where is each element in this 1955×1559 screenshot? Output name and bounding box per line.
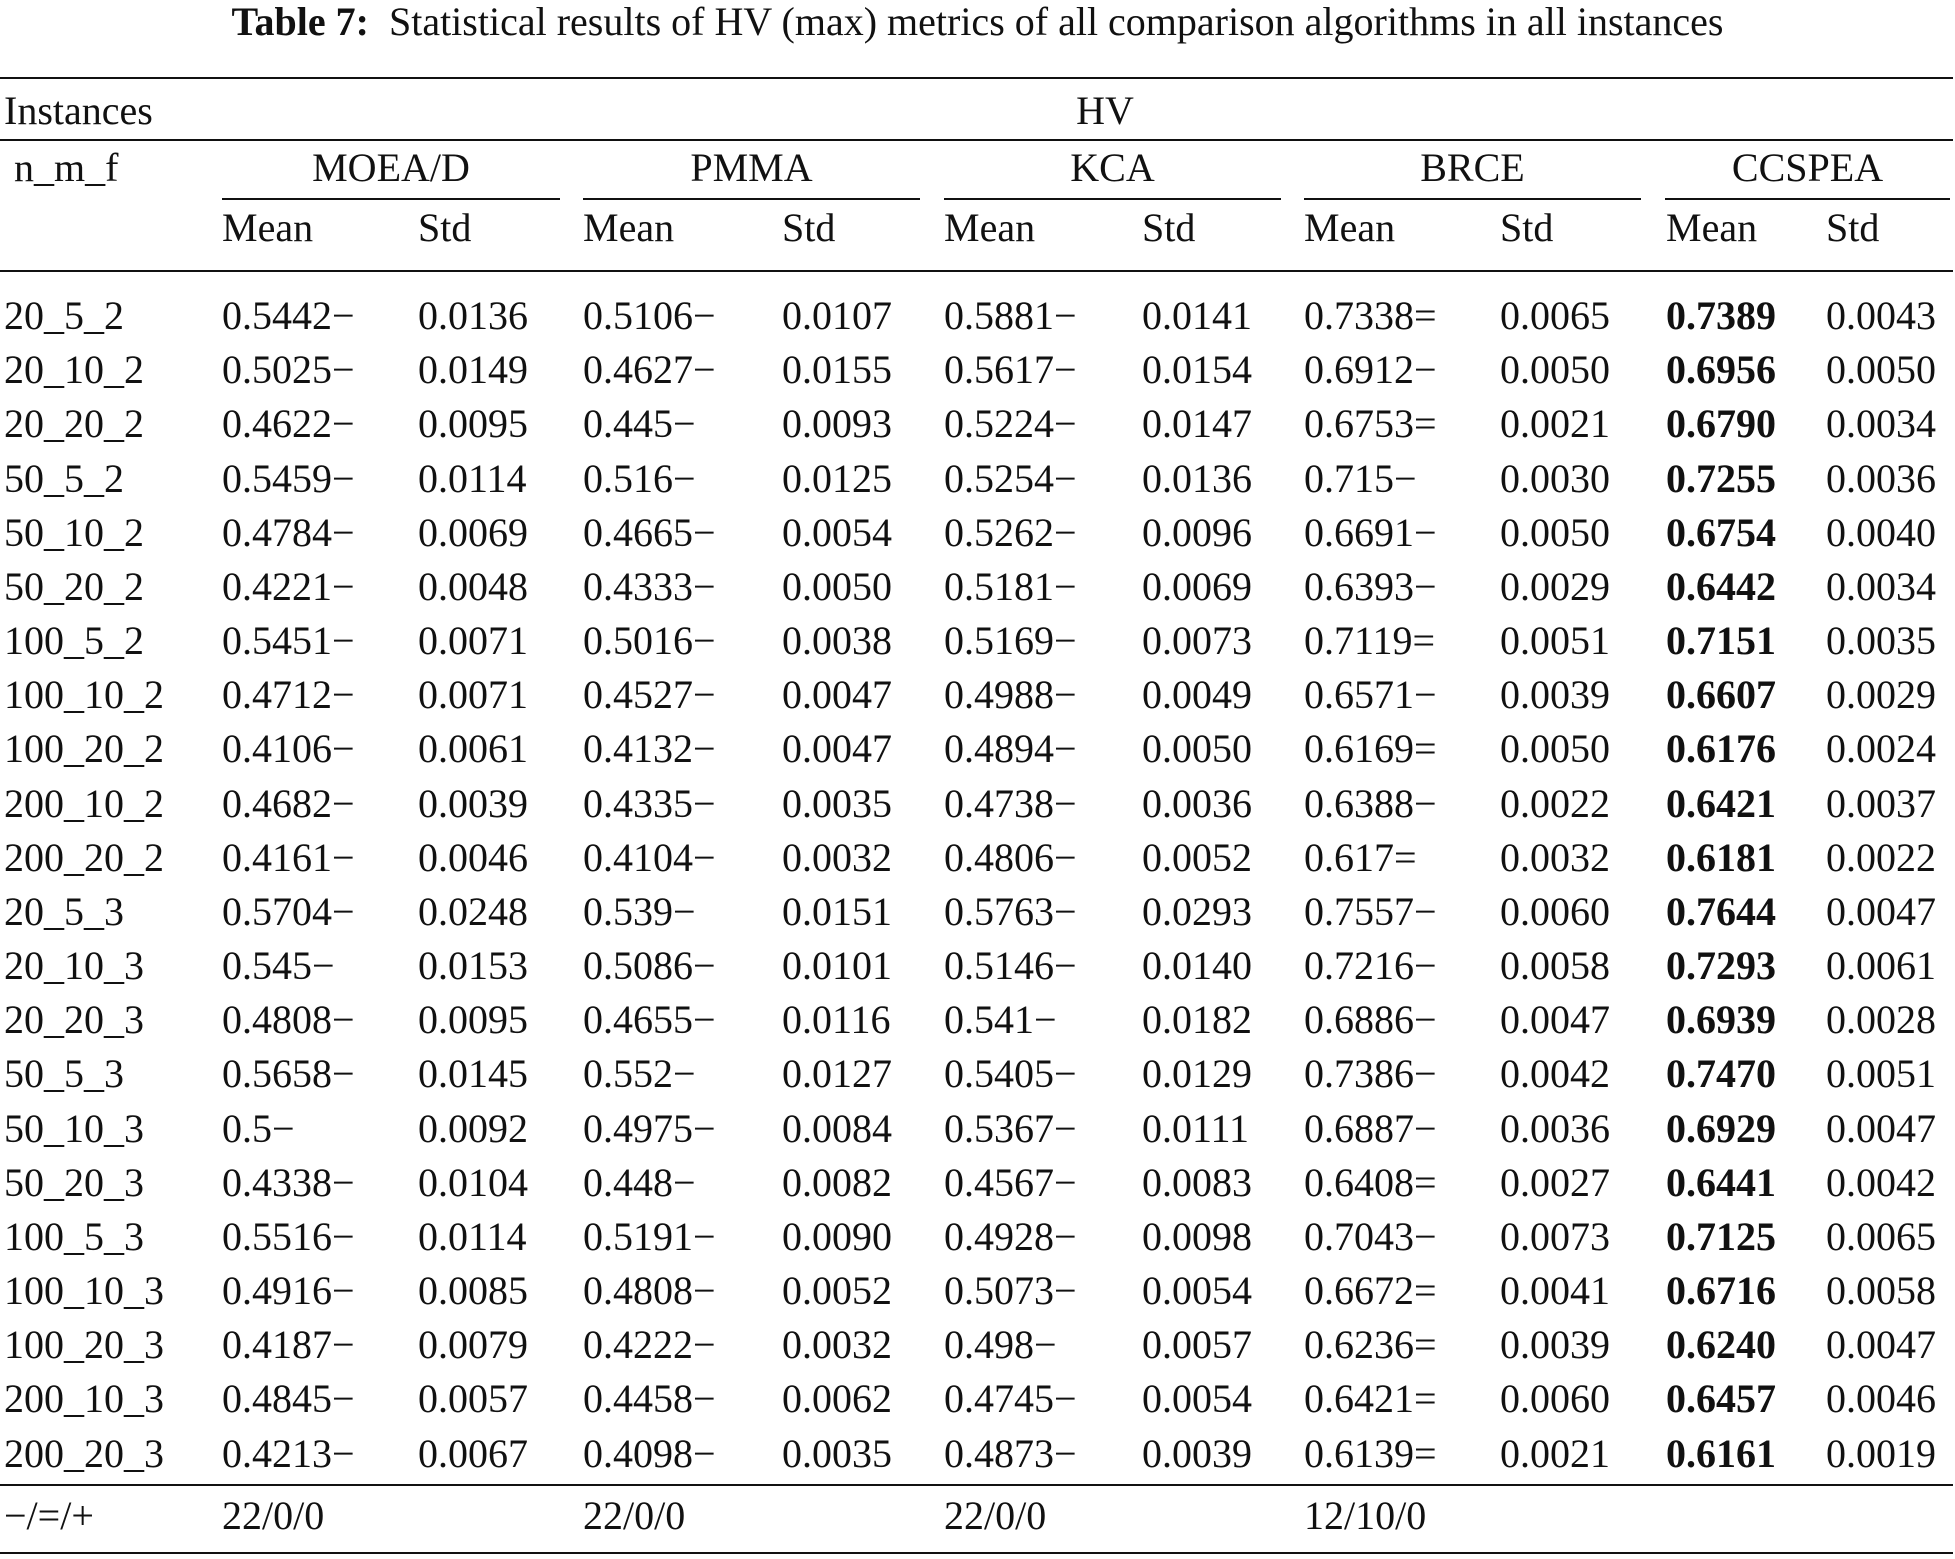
std-value: 0.0149 [418, 347, 528, 392]
mean-value: 0.4745− [944, 1376, 1077, 1421]
std-value: 0.0039 [418, 781, 528, 826]
std-value: 0.0054 [782, 510, 892, 555]
std-value: 0.0114 [418, 456, 527, 501]
mean-value: 0.545− [222, 943, 335, 988]
std-value: 0.0065 [1826, 1214, 1936, 1259]
mean-value: 0.552− [583, 1051, 696, 1096]
instance-name: 50_5_3 [4, 1051, 124, 1096]
mean-value: 0.5169− [944, 618, 1077, 663]
std-value: 0.0071 [418, 618, 528, 663]
std-value: 0.0034 [1826, 564, 1936, 609]
algorithm-header-ccspea: CCSPEA [1731, 145, 1884, 190]
std-value: 0.0098 [1142, 1214, 1252, 1259]
std-value: 0.0293 [1142, 889, 1252, 934]
mean-subheader: Mean [583, 205, 675, 250]
mean-value: 0.4338− [222, 1160, 355, 1205]
instance-name: 100_20_2 [4, 726, 164, 771]
top-rule [0, 77, 1953, 79]
std-value: 0.0050 [1500, 726, 1610, 771]
mean-value: 0.6139= [1304, 1431, 1437, 1476]
std-value: 0.0154 [1142, 347, 1252, 392]
std-value: 0.0029 [1826, 672, 1936, 717]
std-value: 0.0084 [782, 1106, 892, 1151]
std-value: 0.0039 [1500, 672, 1610, 717]
std-value: 0.0042 [1500, 1051, 1610, 1096]
instance-name: 50_20_2 [4, 564, 144, 609]
mean-value: 0.539− [583, 889, 696, 934]
instance-name: 20_5_2 [4, 293, 124, 338]
mean-value: 0.4213− [222, 1431, 355, 1476]
std-value: 0.0049 [1142, 672, 1252, 717]
algorithm-group-rule [1665, 198, 1950, 200]
mean-value: 0.4187− [222, 1322, 355, 1367]
std-value: 0.0090 [782, 1214, 892, 1259]
best-mean-value: 0.7389 [1666, 293, 1776, 338]
std-value: 0.0062 [782, 1376, 892, 1421]
mean-value: 0.4527− [583, 672, 716, 717]
std-value: 0.0141 [1142, 293, 1252, 338]
instance-name: 100_10_2 [4, 672, 164, 717]
mean-value: 0.5016− [583, 618, 716, 663]
mean-value: 0.7119= [1304, 618, 1436, 663]
mean-value: 0.448− [583, 1160, 696, 1205]
std-value: 0.0027 [1500, 1160, 1610, 1205]
std-value: 0.0104 [418, 1160, 528, 1205]
std-value: 0.0046 [1826, 1376, 1936, 1421]
mean-value: 0.5367− [944, 1106, 1077, 1151]
std-value: 0.0021 [1500, 1431, 1610, 1476]
summary-value: 22/0/0 [583, 1493, 686, 1538]
mean-subheader: Mean [222, 205, 314, 250]
mean-value: 0.4928− [944, 1214, 1077, 1259]
summary-label: −/=/+ [4, 1493, 94, 1538]
std-value: 0.0153 [418, 943, 528, 988]
best-mean-value: 0.6442 [1666, 564, 1776, 609]
mean-value: 0.5086− [583, 943, 716, 988]
std-value: 0.0036 [1500, 1106, 1610, 1151]
best-mean-value: 0.6790 [1666, 401, 1776, 446]
best-mean-value: 0.6607 [1666, 672, 1776, 717]
std-value: 0.0061 [1826, 943, 1936, 988]
mean-value: 0.4221− [222, 564, 355, 609]
std-value: 0.0021 [1500, 401, 1610, 446]
std-value: 0.0047 [782, 672, 892, 717]
instances-hv-rule [0, 139, 1953, 141]
instance-name: 20_20_3 [4, 997, 144, 1042]
best-mean-value: 0.7644 [1666, 889, 1776, 934]
std-value: 0.0042 [1826, 1160, 1936, 1205]
mean-value: 0.4845− [222, 1376, 355, 1421]
std-value: 0.0060 [1500, 889, 1610, 934]
mean-value: 0.6169= [1304, 726, 1437, 771]
std-value: 0.0051 [1500, 618, 1610, 663]
mean-value: 0.5146− [944, 943, 1077, 988]
bottom-rule [0, 1552, 1953, 1554]
mean-value: 0.6393− [1304, 564, 1437, 609]
mean-value: 0.445− [583, 401, 696, 446]
mean-value: 0.7557− [1304, 889, 1437, 934]
instance-name: 200_10_3 [4, 1376, 164, 1421]
mean-value: 0.4161− [222, 835, 355, 880]
mean-value: 0.4104− [583, 835, 716, 880]
instance-name: 20_5_3 [4, 889, 124, 934]
std-value: 0.0095 [418, 997, 528, 1042]
mean-value: 0.4333− [583, 564, 716, 609]
algorithm-group-rule [944, 198, 1281, 200]
std-subheader: Std [782, 205, 836, 250]
std-value: 0.0051 [1826, 1051, 1936, 1096]
std-value: 0.0047 [1500, 997, 1610, 1042]
mean-value: 0.6912− [1304, 347, 1437, 392]
std-value: 0.0036 [1142, 781, 1252, 826]
best-mean-value: 0.6716 [1666, 1268, 1776, 1313]
mean-value: 0.4627− [583, 347, 716, 392]
std-value: 0.0057 [1142, 1322, 1252, 1367]
mean-value: 0.498− [944, 1322, 1057, 1367]
std-value: 0.0035 [1826, 618, 1936, 663]
std-value: 0.0095 [418, 401, 528, 446]
std-value: 0.0039 [1500, 1322, 1610, 1367]
std-value: 0.0136 [1142, 456, 1252, 501]
std-value: 0.0050 [1142, 726, 1252, 771]
table-caption [0, 0, 1955, 48]
instance-name: 100_5_2 [4, 618, 144, 663]
std-value: 0.0048 [418, 564, 528, 609]
std-value: 0.0248 [418, 889, 528, 934]
mean-value: 0.6421= [1304, 1376, 1437, 1421]
mean-subheader: Mean [1304, 205, 1396, 250]
mean-value: 0.5262− [944, 510, 1077, 555]
std-value: 0.0114 [418, 1214, 527, 1259]
caption-text: Statistical results of HV (max) metrics of all comparison algorithms in all instances [388, 0, 1724, 44]
std-subheader: Std [1826, 205, 1880, 250]
std-value: 0.0043 [1826, 293, 1936, 338]
std-value: 0.0125 [782, 456, 892, 501]
mean-value: 0.4806− [944, 835, 1077, 880]
mean-value: 0.4988− [944, 672, 1077, 717]
mean-value: 0.5704− [222, 889, 355, 934]
best-mean-value: 0.6161 [1666, 1431, 1776, 1476]
std-value: 0.0060 [1500, 1376, 1610, 1421]
std-value: 0.0116 [782, 997, 891, 1042]
mean-value: 0.5658− [222, 1051, 355, 1096]
algorithm-header-pmma: PMMA [690, 145, 813, 190]
best-mean-value: 0.7470 [1666, 1051, 1776, 1096]
mean-value: 0.4738− [944, 781, 1077, 826]
instance-name: 50_20_3 [4, 1160, 144, 1205]
std-value: 0.0182 [1142, 997, 1252, 1042]
mean-value: 0.5181− [944, 564, 1077, 609]
mean-value: 0.6672= [1304, 1268, 1437, 1313]
instance-name: 100_5_3 [4, 1214, 144, 1259]
std-value: 0.0069 [418, 510, 528, 555]
std-value: 0.0050 [1500, 510, 1610, 555]
mean-value: 0.7338= [1304, 293, 1437, 338]
best-mean-value: 0.6939 [1666, 997, 1776, 1042]
std-value: 0.0057 [418, 1376, 528, 1421]
std-value: 0.0032 [782, 1322, 892, 1367]
std-value: 0.0036 [1826, 456, 1936, 501]
std-subheader: Std [1142, 205, 1196, 250]
std-value: 0.0024 [1826, 726, 1936, 771]
mean-value: 0.4222− [583, 1322, 716, 1367]
std-subheader: Std [418, 205, 472, 250]
instance-name: 200_10_2 [4, 781, 164, 826]
mean-value: 0.7386− [1304, 1051, 1437, 1096]
std-value: 0.0058 [1826, 1268, 1936, 1313]
std-value: 0.0111 [1142, 1106, 1250, 1151]
mean-value: 0.4916− [222, 1268, 355, 1313]
algorithm-group-rule [583, 198, 920, 200]
mean-value: 0.4106− [222, 726, 355, 771]
std-value: 0.0034 [1826, 401, 1936, 446]
instance-name: 50_5_2 [4, 456, 124, 501]
best-mean-value: 0.6441 [1666, 1160, 1776, 1205]
std-value: 0.0037 [1826, 781, 1936, 826]
std-value: 0.0046 [418, 835, 528, 880]
std-value: 0.0052 [782, 1268, 892, 1313]
mean-value: 0.4712− [222, 672, 355, 717]
caption-label: Table 7: [231, 0, 369, 44]
instance-name: 20_20_2 [4, 401, 144, 446]
mean-value: 0.5025− [222, 347, 355, 392]
mean-value: 0.6571− [1304, 672, 1437, 717]
algorithm-header-kca: KCA [1070, 145, 1155, 190]
mean-value: 0.4335− [583, 781, 716, 826]
std-value: 0.0035 [782, 1431, 892, 1476]
mean-value: 0.4873− [944, 1431, 1077, 1476]
std-value: 0.0022 [1500, 781, 1610, 826]
mean-value: 0.6236= [1304, 1322, 1437, 1367]
std-value: 0.0047 [1826, 1322, 1936, 1367]
mean-value: 0.6886− [1304, 997, 1437, 1042]
std-value: 0.0082 [782, 1160, 892, 1205]
std-value: 0.0047 [1826, 889, 1936, 934]
mean-value: 0.4682− [222, 781, 355, 826]
mean-value: 0.5224− [944, 401, 1077, 446]
std-value: 0.0032 [1500, 835, 1610, 880]
std-value: 0.0065 [1500, 293, 1610, 338]
mean-value: 0.4808− [583, 1268, 716, 1313]
mean-value: 0.4665− [583, 510, 716, 555]
mean-value: 0.4622− [222, 401, 355, 446]
std-value: 0.0147 [1142, 401, 1252, 446]
mean-value: 0.4784− [222, 510, 355, 555]
id-column-header: n_m_f [14, 145, 119, 190]
mean-value: 0.541− [944, 997, 1057, 1042]
header-bottom-rule [0, 270, 1953, 272]
mean-value: 0.4975− [583, 1106, 716, 1151]
mean-value: 0.6408= [1304, 1160, 1437, 1205]
best-mean-value: 0.6754 [1666, 510, 1776, 555]
std-value: 0.0083 [1142, 1160, 1252, 1205]
std-value: 0.0107 [782, 293, 892, 338]
best-mean-value: 0.7293 [1666, 943, 1776, 988]
std-value: 0.0073 [1500, 1214, 1610, 1259]
mean-value: 0.5459− [222, 456, 355, 501]
std-value: 0.0054 [1142, 1268, 1252, 1313]
algorithm-group-rule [1304, 198, 1641, 200]
instance-name: 20_10_3 [4, 943, 144, 988]
mean-value: 0.5405− [944, 1051, 1077, 1096]
std-value: 0.0127 [782, 1051, 892, 1096]
mean-value: 0.4132− [583, 726, 716, 771]
std-value: 0.0054 [1142, 1376, 1252, 1421]
instance-name: 100_20_3 [4, 1322, 164, 1367]
mean-value: 0.5254− [944, 456, 1077, 501]
summary-rule [0, 1484, 1953, 1486]
instance-name: 200_20_2 [4, 835, 164, 880]
std-value: 0.0039 [1142, 1431, 1252, 1476]
std-value: 0.0069 [1142, 564, 1252, 609]
best-mean-value: 0.6956 [1666, 347, 1776, 392]
best-mean-value: 0.6176 [1666, 726, 1776, 771]
summary-value: 12/10/0 [1304, 1493, 1427, 1538]
algorithm-header-brce: BRCE [1420, 145, 1525, 190]
mean-value: 0.4808− [222, 997, 355, 1042]
std-value: 0.0022 [1826, 835, 1936, 880]
instance-name: 200_20_3 [4, 1431, 164, 1476]
std-value: 0.0079 [418, 1322, 528, 1367]
std-value: 0.0032 [782, 835, 892, 880]
summary-value: 22/0/0 [222, 1493, 325, 1538]
mean-value: 0.5106− [583, 293, 716, 338]
best-mean-value: 0.6240 [1666, 1322, 1776, 1367]
algorithm-header-moead: MOEA/D [312, 145, 470, 190]
mean-value: 0.6388− [1304, 781, 1437, 826]
std-value: 0.0050 [1826, 347, 1936, 392]
instance-name: 50_10_2 [4, 510, 144, 555]
instance-name: 20_10_2 [4, 347, 144, 392]
std-value: 0.0030 [1500, 456, 1610, 501]
std-value: 0.0040 [1826, 510, 1936, 555]
instance-name: 100_10_3 [4, 1268, 164, 1313]
std-subheader: Std [1500, 205, 1554, 250]
std-value: 0.0035 [782, 781, 892, 826]
mean-value: 0.4458− [583, 1376, 716, 1421]
std-value: 0.0129 [1142, 1051, 1252, 1096]
summary-value: 22/0/0 [944, 1493, 1047, 1538]
instances-header: Instances [4, 88, 153, 133]
std-value: 0.0052 [1142, 835, 1252, 880]
mean-value: 0.6887− [1304, 1106, 1437, 1151]
std-value: 0.0047 [782, 726, 892, 771]
mean-value: 0.7216− [1304, 943, 1437, 988]
mean-value: 0.5617− [944, 347, 1077, 392]
best-mean-value: 0.6457 [1666, 1376, 1776, 1421]
mean-value: 0.4098− [583, 1431, 716, 1476]
mean-value: 0.5516− [222, 1214, 355, 1259]
std-value: 0.0093 [782, 401, 892, 446]
mean-value: 0.6691− [1304, 510, 1437, 555]
algorithm-group-rule [222, 198, 560, 200]
std-value: 0.0061 [418, 726, 528, 771]
mean-value: 0.715− [1304, 456, 1417, 501]
std-value: 0.0041 [1500, 1268, 1610, 1313]
std-value: 0.0047 [1826, 1106, 1936, 1151]
mean-value: 0.5451− [222, 618, 355, 663]
best-mean-value: 0.7151 [1666, 618, 1776, 663]
std-value: 0.0019 [1826, 1431, 1936, 1476]
mean-value: 0.516− [583, 456, 696, 501]
mean-value: 0.617= [1304, 835, 1417, 880]
std-value: 0.0085 [418, 1268, 528, 1313]
std-value: 0.0071 [418, 672, 528, 717]
mean-value: 0.7043− [1304, 1214, 1437, 1259]
best-mean-value: 0.6181 [1666, 835, 1776, 880]
mean-value: 0.4655− [583, 997, 716, 1042]
mean-value: 0.5442− [222, 293, 355, 338]
std-value: 0.0101 [782, 943, 892, 988]
mean-value: 0.4894− [944, 726, 1077, 771]
std-value: 0.0050 [782, 564, 892, 609]
std-value: 0.0096 [1142, 510, 1252, 555]
mean-value: 0.6753= [1304, 401, 1437, 446]
mean-value: 0.5881− [944, 293, 1077, 338]
mean-value: 0.4567− [944, 1160, 1077, 1205]
std-value: 0.0050 [1500, 347, 1610, 392]
best-mean-value: 0.7255 [1666, 456, 1776, 501]
std-value: 0.0058 [1500, 943, 1610, 988]
std-value: 0.0038 [782, 618, 892, 663]
instance-name: 50_10_3 [4, 1106, 144, 1151]
std-value: 0.0145 [418, 1051, 528, 1096]
std-value: 0.0067 [418, 1431, 528, 1476]
mean-value: 0.5073− [944, 1268, 1077, 1313]
mean-subheader: Mean [1666, 205, 1758, 250]
std-value: 0.0073 [1142, 618, 1252, 663]
best-mean-value: 0.6929 [1666, 1106, 1776, 1151]
std-value: 0.0140 [1142, 943, 1252, 988]
std-value: 0.0029 [1500, 564, 1610, 609]
best-mean-value: 0.7125 [1666, 1214, 1776, 1259]
mean-value: 0.5191− [583, 1214, 716, 1259]
std-value: 0.0155 [782, 347, 892, 392]
mean-subheader: Mean [944, 205, 1036, 250]
hv-header: HV [1076, 88, 1134, 133]
std-value: 0.0136 [418, 293, 528, 338]
best-mean-value: 0.6421 [1666, 781, 1776, 826]
std-value: 0.0151 [782, 889, 892, 934]
mean-value: 0.5− [222, 1106, 295, 1151]
mean-value: 0.5763− [944, 889, 1077, 934]
std-value: 0.0092 [418, 1106, 528, 1151]
std-value: 0.0028 [1826, 997, 1936, 1042]
